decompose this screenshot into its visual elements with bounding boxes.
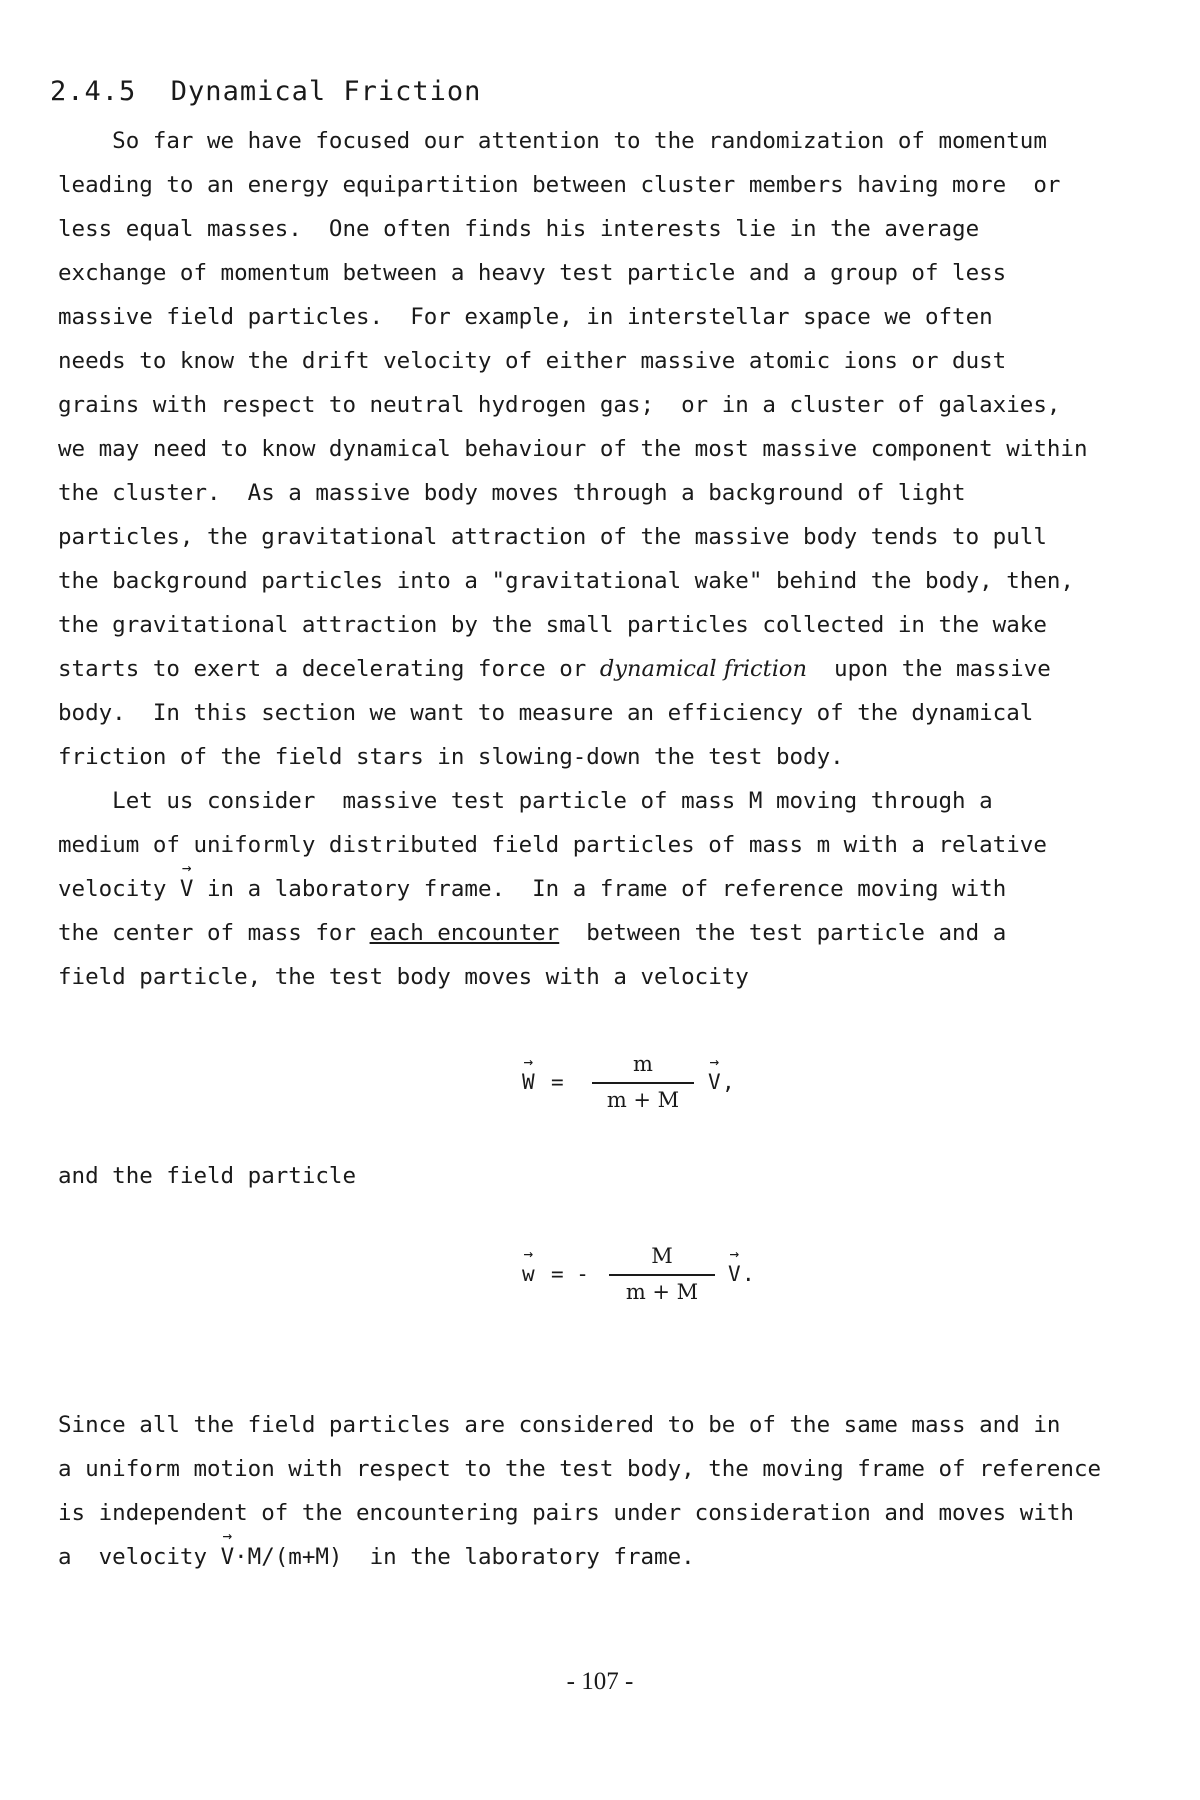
section-heading — [50, 76, 481, 107]
text-line — [58, 656, 1051, 682]
text-line: and the field particle — [58, 1163, 357, 1189]
eq2-period: . — [742, 1262, 755, 1286]
vector-symbol: → V — [180, 876, 194, 902]
text-line: less equal masses. One often finds his interests lie in the average — [58, 216, 980, 242]
text-segment: ·M/(m+M) in the laboratory frame. — [234, 1544, 695, 1570]
text-line: massive field particles. For example, in interstellar space we often — [58, 304, 993, 330]
eq2-lhs: → w — [522, 1262, 535, 1286]
underlined-text: each encounter — [369, 920, 560, 946]
text-line: the gravitational attraction by the small particles collected in the wake — [58, 612, 1047, 638]
text-line: the background particles into a "gravitational wake" behind the body, then, — [58, 568, 1074, 594]
text-line: a uniform motion with respect to the test body, the moving frame of reference — [58, 1456, 1102, 1482]
text-line: friction of the field stars in slowing-down the test body. — [58, 744, 844, 770]
page-number: - 107 - — [566, 1668, 634, 1695]
eq2-equals: = - — [551, 1262, 589, 1286]
text-line: particles, the gravitational attraction of the massive body tends to pull — [58, 524, 1047, 550]
text-segment: between the test particle and a — [559, 920, 1007, 946]
text-line: is independent of the encountering pairs under consideration and moves with — [58, 1500, 1074, 1526]
eq1-lhs: → W — [522, 1070, 535, 1094]
text-line — [58, 1544, 695, 1570]
text-line: grains with respect to neutral hydrogen gas; or in a cluster of galaxies, — [58, 392, 1061, 418]
text-line — [58, 920, 1006, 946]
text-line: So far we have focused our attention to the randomization of momentum — [58, 128, 1047, 154]
text-line: Since all the field particles are considered to be of the same mass and in — [58, 1412, 1061, 1438]
eq2-rhs: → V — [728, 1262, 741, 1286]
italic-term: dynamical friction — [599, 656, 807, 682]
eq1-numerator: m — [633, 1052, 653, 1076]
eq1-fraction-bar — [592, 1082, 694, 1084]
text-line: leading to an energy equipartition between cluster members having more or — [58, 172, 1061, 198]
eq1-equals: = — [551, 1070, 564, 1094]
text-segment: the center of mass for — [58, 920, 370, 946]
text-line — [58, 876, 1006, 902]
eq2-numerator: M — [651, 1244, 673, 1268]
vector-symbol: → V — [221, 1544, 235, 1570]
text-segment: starts to exert a decelerating force or — [58, 656, 600, 682]
section-number: 2.4.5 — [50, 76, 137, 107]
text-line: Let us consider massive test particle of mass M moving through a — [58, 788, 993, 814]
eq2-fraction-bar — [609, 1274, 715, 1276]
eq1-denominator: m + M — [606, 1088, 680, 1112]
section-title: Dynamical Friction — [170, 76, 482, 107]
eq1-rhs: → V — [708, 1070, 721, 1094]
text-line: needs to know the drift velocity of either massive atomic ions or dust — [58, 348, 1007, 374]
text-line: body. In this section we want to measure an efficiency of the dynamical — [58, 700, 1034, 726]
text-segment: velocity — [58, 876, 180, 902]
text-line: exchange of momentum between a heavy test particle and a group of less — [58, 260, 1007, 286]
text-line: we may need to know dynamical behaviour of the most massive component within — [58, 436, 1088, 462]
text-line: medium of uniformly distributed field particles of mass m with a relative — [58, 832, 1047, 858]
text-segment: upon the massive — [806, 656, 1051, 682]
text-line: the cluster. As a massive body moves through a background of light — [58, 480, 966, 506]
eq2-denominator: m + M — [625, 1280, 699, 1304]
eq1-comma: , — [722, 1070, 735, 1094]
text-line: field particle, the test body moves with a velocity — [58, 964, 749, 990]
text-segment: a velocity — [58, 1544, 221, 1570]
text-segment: in a laboratory frame. In a frame of reference moving with — [193, 876, 1007, 902]
